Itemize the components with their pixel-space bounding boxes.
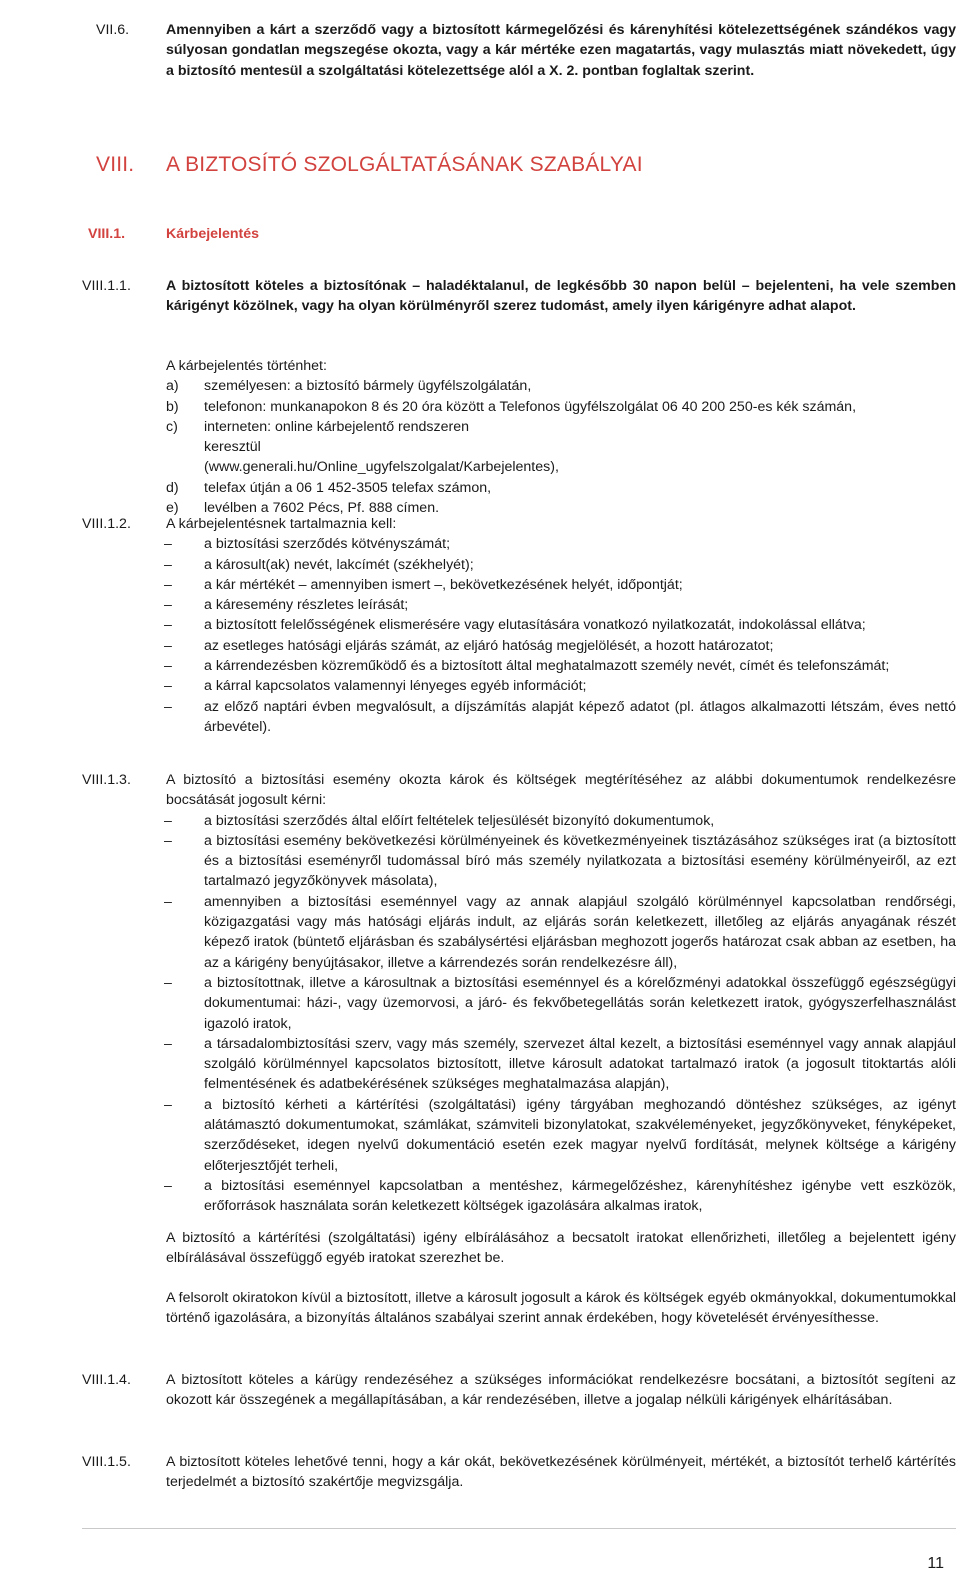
clause-intro: A biztosító a biztosítási esemény okozta károk és költségek megtérítéséhez az alábbi dokumentumok rendelkezésre bocsátását jogosult kérni: [166, 772, 956, 809]
subsection-number: VIII.1. [88, 226, 126, 242]
list-item-text: telefonon: munkanapokon 8 és 20 óra között a Telefonos ügyfélszolgálat 06 40 200 250-es kék számán, [204, 398, 857, 415]
clause-number: VIII.1.4. [82, 1372, 131, 1388]
list-item-text: a társadalombiztosítási szerv, vagy más személy, szervezet által kezelt, a biztosítási eseménnyel vagy annak alapjául szolgáló körülménnyel kapcsolatos biztosított, illetve károsult adatokat tartalmazó iratok (a jogosult titoktartás alóli felmentésének és adatbekérésének szükséges meghatalmazása alapján), [204, 1035, 956, 1093]
list-item-text: a biztosítottnak, illetve a károsultnak a biztosítási eseménnyel és a kórelőzményi adatokkal összefüggő egészségügyi dokumentumai: házi-, vagy üzemorvosi, a járó- és fekvőbetegellátás során keletkezett iratok, gyógyszerfelhasználást igazoló iratok, [204, 974, 956, 1032]
section-text: Amennyiben a kárt a szerződő vagy a biztosított kármegelőzési és kárenyhítési kötelezettségének szándékos vagy súlyosan gondatlan megszegése okozta, vagy a kár mértéke ezen magatartás, vagy mulasztás miatt növekedett, úgy a biztosító mentesül a szolgáltatási kötelezettsége alól a X. 2. pontban foglaltak szerint. [166, 22, 956, 79]
list-item-text: az esetleges hatósági eljárás számát, az eljáró hatóság megjelölését, a hozott határozatot; [204, 637, 774, 654]
required-content-list [166, 534, 956, 737]
dash-marker: – [164, 678, 172, 695]
dash-marker: – [164, 698, 172, 715]
documents-list [166, 811, 956, 1217]
reporting-list [166, 376, 956, 518]
list-item [166, 555, 956, 575]
list-marker: b) [166, 398, 179, 415]
list-item [166, 595, 956, 615]
list-item [166, 615, 956, 635]
list-item-text: interneten: online kárbejelentő rendszeren keresztül (www.generali.hu/Online_ugyfelszolgalat/Karbejelentes), [204, 418, 559, 476]
list-item-text: a káresemény részletes leírását; [204, 597, 409, 614]
dash-marker: – [164, 832, 172, 849]
clause-text: A biztosított köteles a kárügy rendezéséhez a szükséges információkat rendelkezésre bocsátani, a biztosítót segíteni az okozott kár összegének a megállapításában, a kár rendezésében, illetve a jogalap nélküli kárigények elhárításában. [166, 1372, 956, 1409]
clause-number: VIII.1.2. [82, 516, 131, 532]
paragraph: A biztosító a kártérítési (szolgáltatási) igény elbírálásához a becsatolt iratokat ellenőrizheti, illetőleg a bejelentett igény elbírálásával összefüggő egyéb iratokat szerezhet be. [166, 1230, 956, 1267]
dash-marker: – [164, 1035, 172, 1052]
dash-marker: – [164, 1096, 172, 1113]
list-marker: d) [166, 479, 179, 496]
list-item [166, 811, 956, 831]
dash-marker: – [164, 893, 172, 910]
paragraph: A felsorolt okiratokon kívül a biztosított, illetve a károsult jogosult a károk és költségek egyéb okmányokkal, dokumentumokkal történő igazolására, a bizonyítás általános szabályai szerint annak érdekében, hogy követelését érvényesíthesse. [166, 1290, 956, 1327]
dash-marker: – [164, 812, 172, 829]
list-item-text: telefax útján a 06 1 452-3505 telefax számon, [204, 479, 492, 496]
list-marker: e) [166, 500, 179, 517]
list-item [166, 417, 956, 478]
clause-number: VIII.1.5. [82, 1454, 131, 1470]
list-item-text: a biztosított felelősségének elismerésére vagy elutasítására vonatkozó nyilatkozatát, indokolással ellátva; [204, 617, 866, 634]
list-item-text: a kár mértékét – amennyiben ismert –, bekövetkezésének helyét, időpontját; [204, 576, 683, 593]
footer-divider [82, 1528, 956, 1529]
list-item [166, 575, 956, 595]
list-item-text: a biztosító kérheti a kártérítési (szolgáltatási) igény tárgyában meghozandó döntéshez szükséges, az igényt alátámasztó dokumentumokat, számlákat, számviteli bizonylatokat, szakvéleményeket, jegyzőkönyveket, fényképeket, szerződéseket, idegen nyelvű dokumentáció esetén ezek magyar nyelvű fordítását, melynek költsége a kárigény előterjesztőjét terheli, [204, 1096, 956, 1174]
list-marker: c) [166, 418, 178, 435]
list-item-text: a biztosítási szerződés által előírt feltételek teljesülését bizonyító dokumentumok, [204, 812, 715, 829]
list-item-text: a biztosítási szerződés kötvényszámát; [204, 536, 451, 553]
dash-marker: – [164, 576, 172, 593]
list-item-text: a károsult(ak) nevét, lakcímét (székhelyét); [204, 556, 474, 573]
list-item [166, 376, 956, 396]
list-item-text: személyesen: a biztosító bármely ügyfélszolgálatán, [204, 378, 532, 395]
dash-marker: – [164, 536, 172, 553]
list-item-text: a biztosítási esemény bekövetkezési körülményeinek és következményeinek tisztázásához szükséges irat (a biztosított és a biztosítási eseményről tudomással bíró más személy nyilatkozata a biztosítási esemény körülményeiről, az ezt tartalmazó jegyzőkönyvek másolata), [204, 832, 956, 890]
list-item [166, 1095, 956, 1176]
list-item [166, 534, 956, 554]
list-item [166, 831, 956, 892]
clause-intro: A kárbejelentésnek tartalmaznia kell: [166, 516, 397, 532]
reporting-intro: A kárbejelentés történhet: [166, 358, 327, 374]
dash-marker: – [164, 658, 172, 675]
list-item [166, 973, 956, 1034]
subsection-title: Kárbejelentés [166, 226, 260, 242]
list-item-text: a kárral kapcsolatos valamennyi lényeges egyéb információt; [204, 678, 587, 695]
list-item-text: levélben a 7602 Pécs, Pf. 888 címen. [204, 500, 440, 517]
clause-text: A biztosított köteles lehetővé tenni, hogy a kár okát, bekövetkezésének körülményeit, mértékét, a biztosítót terhelő kártérítés terjedelmét a biztosító szakértője megvizsgálja. [166, 1454, 956, 1491]
list-item-text: a kárrendezésben közreműködő és a biztosított által meghatalmazott személy nevét, címét és telefonszámát; [204, 658, 890, 675]
list-item-text: amennyiben a biztosítási eseménnyel vagy az annak alapjául szolgáló körülménnyel kapcsolatban rendőrségi, közigazgatási vagy más hatósági eljárás indult, az eljárás során keletkezett, illetőleg az eljárás anyagának részét képező iratok (büntető eljárásban és szabálysértési eljárásban meghozott jogerős határozat csak abban az esetben, ha az a kárigény benyújtásakor, illetve a kárrendezés során rendelkezésre áll), [204, 893, 956, 971]
dash-marker: – [164, 556, 172, 573]
dash-marker: – [164, 637, 172, 654]
list-item [166, 676, 956, 696]
list-item [166, 656, 956, 676]
section-number: VII.6. [96, 22, 130, 38]
dash-marker: – [164, 597, 172, 614]
dash-marker: – [164, 1177, 172, 1194]
list-item [166, 397, 956, 417]
clause-number: VIII.1.1. [82, 278, 131, 294]
list-marker: a) [166, 378, 179, 395]
list-item [166, 892, 956, 973]
page-number: 11 [927, 1555, 944, 1572]
list-item [166, 478, 956, 498]
clause-number: VIII.1.3. [82, 772, 131, 788]
dash-marker: – [164, 974, 172, 991]
chapter-number: VIII. [96, 153, 135, 176]
dash-marker: – [164, 617, 172, 634]
chapter-title: A BIZTOSÍTÓ SZOLGÁLTATÁSÁNAK SZABÁLYAI [166, 153, 643, 176]
clause-text: A biztosított köteles a biztosítónak – haladéktalanul, de legkésőbb 30 napon belül – bejelenteni, ha vele szemben kárigényt közölnek, vagy ha olyan körülményről szerez tudomást, amely ilyen kárigényre adhat alapot. [166, 278, 956, 315]
list-item [166, 1034, 956, 1095]
list-item [166, 697, 956, 738]
list-item-text: a biztosítási eseménnyel kapcsolatban a mentéshez, kármegelőzéshez, kárenyhítéshez igénybe vett eszközök, erőforrások használata során keletkezett költségek igazolására alkalmas iratok, [204, 1177, 956, 1215]
list-item [166, 636, 956, 656]
list-item-text: az előző naptári évben megvalósult, a díjszámítás alapját képező adatot (pl. átlagos alkalmazotti létszám, éves nettó árbevétel). [204, 698, 956, 735]
list-item [166, 1176, 956, 1217]
